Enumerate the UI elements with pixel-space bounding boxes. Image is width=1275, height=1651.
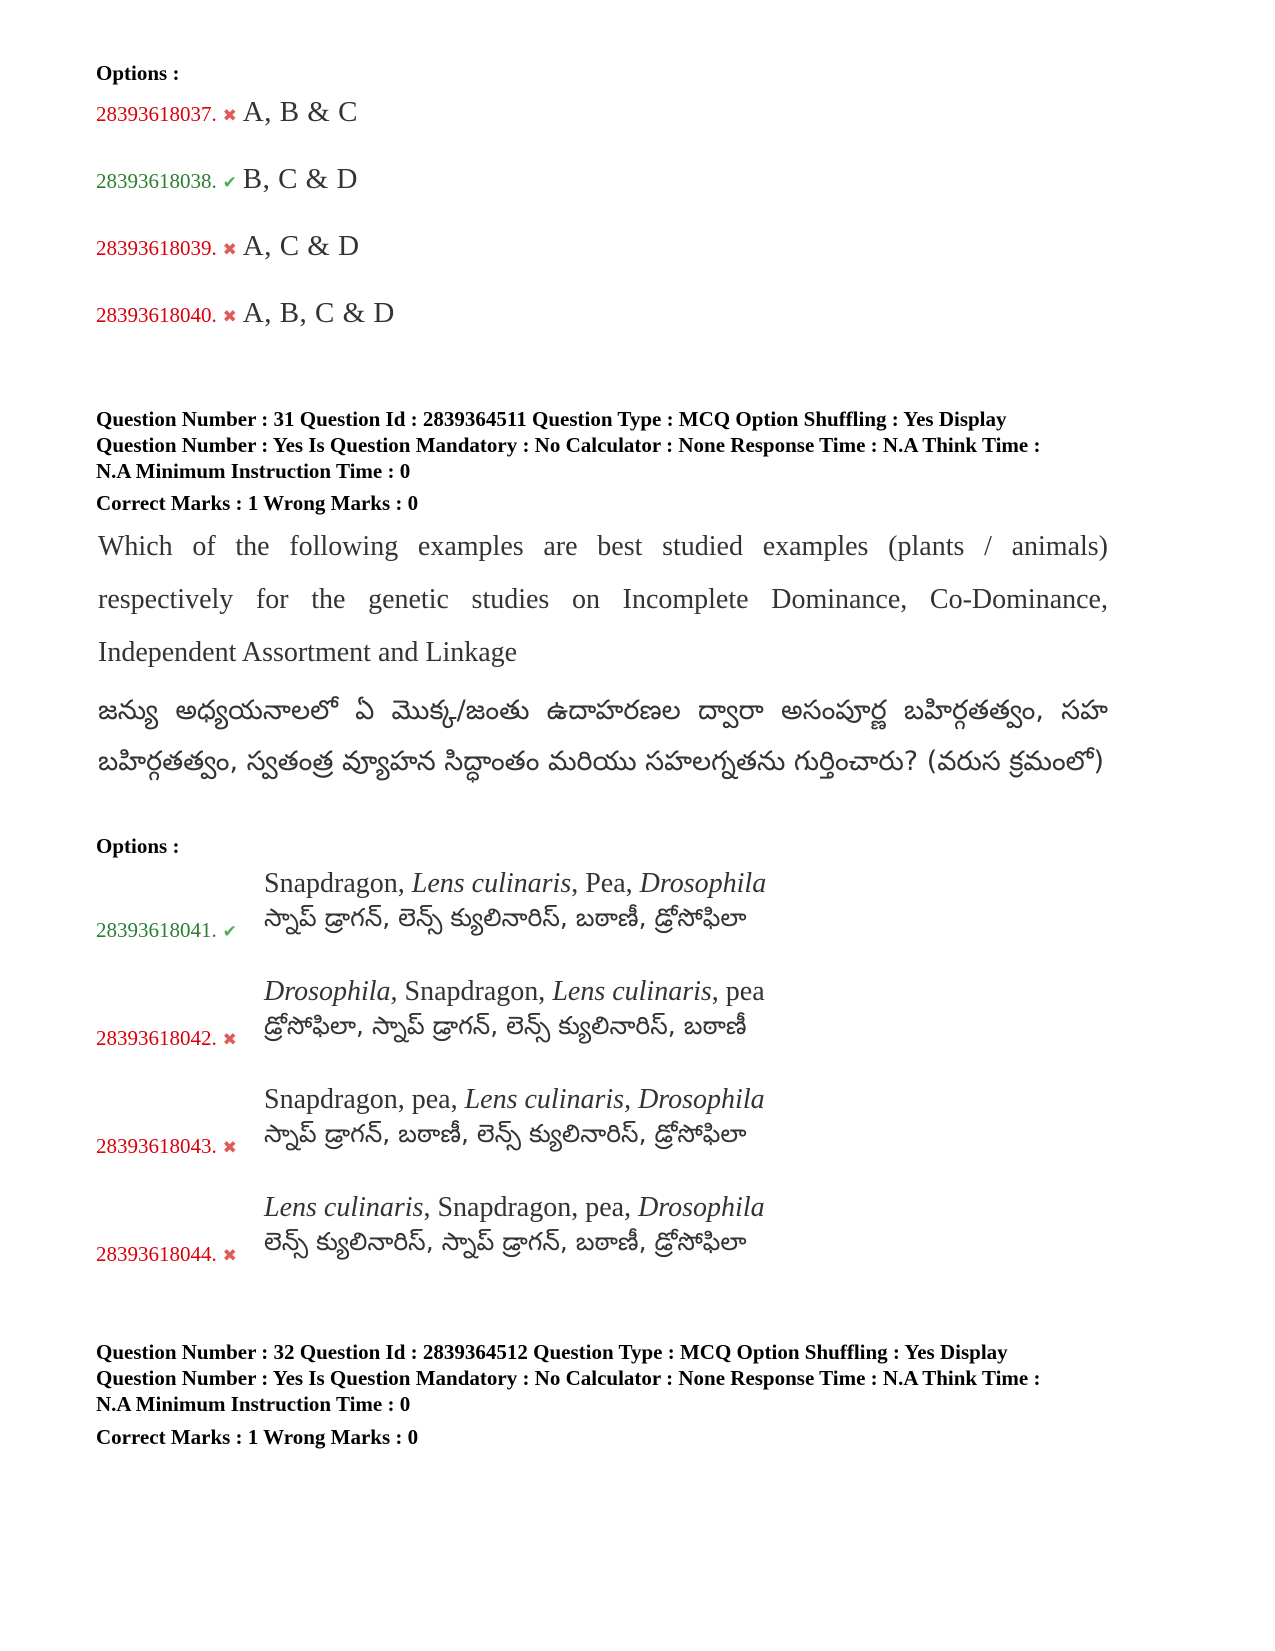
option-text-en xyxy=(264,1083,765,1117)
option-text-segment: Snapdragon, xyxy=(397,976,553,1007)
option-id: 28393618043. xyxy=(96,1134,217,1158)
option-text-segment: Lens culinaris xyxy=(552,976,712,1007)
option-text-segment: , Pea, xyxy=(571,868,640,899)
option-text-segment: Snapdragon, xyxy=(264,868,412,899)
meta-line: N.A Minimum Instruction Time : 0 xyxy=(96,1392,411,1416)
cross-icon: ✖ xyxy=(222,1030,237,1049)
option-id: 28393618044. xyxy=(96,1242,217,1266)
option-text: B, C & D xyxy=(242,163,358,195)
option-text-block xyxy=(264,867,766,935)
option-id: 28393618042. xyxy=(96,1026,217,1050)
check-icon: ✔ xyxy=(222,173,237,192)
cross-icon: ✖ xyxy=(222,240,237,259)
option-text-te: లెన్స్ క్యులినారిస్, స్నాప్ డ్రాగన్, బఠాణీ, డ్రోసోఫిలా xyxy=(264,1227,747,1256)
cross-icon: ✖ xyxy=(222,1246,237,1265)
meta-line: Question Number : 32 Question Id : 2839364512 Question Type : MCQ Option Shuffling : Yes Display xyxy=(96,1340,1008,1364)
option-row[interactable] xyxy=(96,230,360,263)
option-row[interactable] xyxy=(96,918,243,943)
option-row[interactable] xyxy=(96,163,358,196)
question-31-text-en: Which of the following examples are best studied examples (plants / animals) respectively for the genetic studies on Incomplete Dominance, Co-Dominance, Independent Assortment and Linkage xyxy=(98,531,1108,668)
question-31-meta xyxy=(96,406,1206,484)
option-text: A, C & D xyxy=(242,230,360,262)
option-text-en xyxy=(264,1191,765,1225)
option-row[interactable] xyxy=(96,1242,243,1267)
check-icon: ✔ xyxy=(222,922,237,941)
option-text-te: స్నాప్ డ్రాగన్, లెన్స్ క్యులినారిస్, బఠాణీ, డ్రోసోఫిలా xyxy=(264,903,747,932)
option-text-segment: Drosophila, xyxy=(264,976,398,1007)
option-text-block xyxy=(264,1191,765,1259)
option-text-segment: Snapdragon, pea, xyxy=(264,1084,465,1115)
option-text-segment: , pea xyxy=(711,976,765,1007)
options-label-prev: Options : xyxy=(96,61,180,85)
option-text-block xyxy=(264,975,765,1043)
option-row[interactable] xyxy=(96,297,395,330)
cross-icon: ✖ xyxy=(222,1138,237,1157)
option-row[interactable] xyxy=(96,1134,243,1159)
option-text: A, B, C & D xyxy=(242,297,395,329)
meta-line: N.A Minimum Instruction Time : 0 xyxy=(96,459,411,483)
option-text-segment: , Snapdragon, pea, xyxy=(423,1192,639,1223)
option-row[interactable] xyxy=(96,96,358,129)
option-text-te: డ్రోసోఫిలా, స్నాప్ డ్రాగన్, లెన్స్ క్యులినారిస్, బఠాణీ xyxy=(264,1011,747,1040)
option-text-segment: Drosophila xyxy=(638,1192,765,1223)
option-text-en xyxy=(264,867,766,901)
question-32-marks: Correct Marks : 1 Wrong Marks : 0 xyxy=(96,1425,419,1449)
question-31-text-te: జన్యు అధ్యయనాలలో ఏ మొక్క/జంతు ఉదాహరణల ద్వారా అసంపూర్ణ బహిర్గతత్వం, సహ బహిర్గతత్వం, స్వతంత్ర వ్యూహన సిద్ధాంతం మరియు సహలగ్నతను గుర్తించారు? (వరుస క్రమంలో) xyxy=(98,695,1108,777)
options-label-q31: Options : xyxy=(96,834,180,858)
option-id: 28393618039. xyxy=(96,236,217,260)
option-text-segment: Lens culinaris xyxy=(411,868,572,899)
option-text-block xyxy=(264,1083,765,1151)
option-text-segment: Lens culinaris xyxy=(264,1192,424,1223)
option-text-te: స్నాప్ డ్రాగన్, బఠాణీ, లెన్స్ క్యులినారిస్, డ్రోసోఫిలా xyxy=(264,1119,747,1148)
meta-line: Question Number : Yes Is Question Mandatory : No Calculator : None Response Time : N.A Think Time : xyxy=(96,433,1041,457)
meta-line: Question Number : Yes Is Question Mandatory : No Calculator : None Response Time : N.A Think Time : xyxy=(96,1366,1041,1390)
option-id: 28393618037. xyxy=(96,102,217,126)
option-text-en xyxy=(264,975,765,1009)
question-31-marks: Correct Marks : 1 Wrong Marks : 0 xyxy=(96,491,419,515)
option-id: 28393618040. xyxy=(96,303,217,327)
option-text-segment: Lens culinaris, Drosophila xyxy=(464,1084,765,1115)
cross-icon: ✖ xyxy=(222,307,237,326)
question-32-meta xyxy=(96,1339,1206,1417)
option-id: 28393618038. xyxy=(96,169,217,193)
meta-line: Question Number : 31 Question Id : 2839364511 Question Type : MCQ Option Shuffling : Yes Display xyxy=(96,407,1007,431)
option-text: A, B & C xyxy=(242,96,358,128)
option-row[interactable] xyxy=(96,1026,243,1051)
option-text-segment: Drosophila xyxy=(639,868,767,899)
option-id: 28393618041. xyxy=(96,918,217,942)
cross-icon: ✖ xyxy=(222,106,237,125)
